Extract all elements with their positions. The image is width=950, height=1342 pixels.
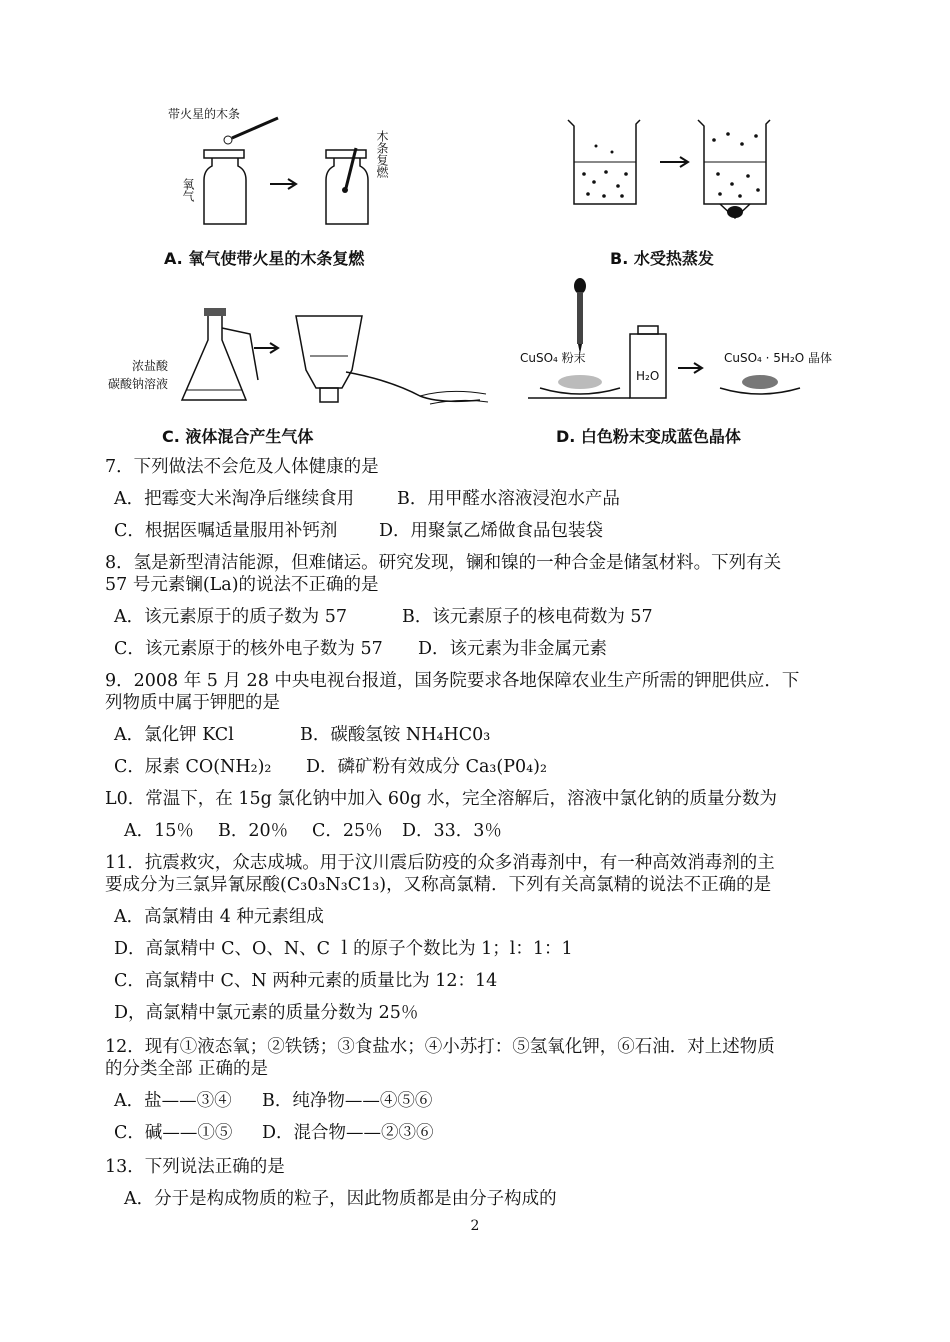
q10-option-a: A．15％ (124, 821, 194, 841)
figure-d (520, 276, 833, 450)
figure-a-label-gas: 氧气 (181, 178, 195, 202)
q10-stem: L0．常温下，在 15g 氯化钠中加入 60g 水，完全溶解后，溶液中氯化钠的质量分数为 (105, 789, 777, 809)
figure-a-caption: A. 氧气使带火星的木条复燃 (164, 249, 365, 268)
figure-c (100, 300, 500, 450)
figure-a (160, 100, 420, 270)
q9-stem-line1: 9．2008 年 5 月 28 中央电视台报道，国务院要求各地保障农业生产所需的钾肥供应．下 (105, 671, 800, 691)
figure-b-caption: B. 水受热蒸发 (610, 249, 714, 268)
q13-stem: 13．下列说法正确的是 (105, 1157, 285, 1177)
q7-stem: 7．下列做法不会危及人体健康的是 (105, 457, 379, 477)
q9-option-b: B．碳酸氢铵 NH₄HC0₃ (300, 725, 491, 745)
figure-d-label-water: H₂O (636, 369, 660, 383)
q11-option-a: A．高氯精由 4 种元素组成 (114, 907, 324, 927)
figure-d-drawing (520, 276, 820, 410)
q10-option-c: C．25％ (312, 821, 383, 841)
page-number: 2 (470, 1218, 480, 1234)
q7-option-d: D．用聚氯乙烯做食品包装袋 (379, 521, 604, 541)
q10-option-b: B．20％ (218, 821, 289, 841)
figure-a-label-relit: 木条复燃 (375, 130, 389, 178)
q10-option-d: D．33．3％ (402, 821, 502, 841)
q12-option-d: D．混合物——②③⑥ (262, 1123, 434, 1143)
q11-stem-line2: 要成分为三氯异氰尿酸(C₃0₃N₃C1₃)，又称高氯精．下列有关高氯精的说法不正确的是 (105, 875, 772, 895)
q8-stem-line1: 8．氢是新型清洁能源，但难储运。研究发现，镧和镍的一种合金是储氢材料。下列有关 (105, 553, 782, 573)
figure-d-label-powder: CuSO₄ 粉末 (520, 351, 586, 365)
figure-b-drawing (560, 100, 800, 230)
q9-option-a: A．氯化钾 KCl (114, 725, 234, 745)
q7-option-c: C．根据医嘱适量服用补钙剂 (114, 521, 338, 541)
figure-d-caption: D. 白色粉末变成蓝色晶体 (556, 427, 741, 446)
figure-c-caption: C. 液体混合产生气体 (162, 427, 314, 446)
q9-stem-line2: 列物质中属于钾肥的是 (105, 693, 280, 713)
figure-c-drawing (100, 300, 500, 410)
q11-stem-line1: 11．抗震救灾，众志成城。用于汶川震后防疫的众多消毒剂中，有一种高效消毒剂的主 (105, 853, 775, 873)
q13-option-a: A．分于是构成物质的粒子，因此物质都是由分子构成的 (124, 1189, 557, 1209)
q9-option-d: D．磷矿粉有效成分 Ca₃(P0₄)₂ (306, 757, 548, 777)
q11-option-b: D．高氯精中 C、O、N、C ｌ的原子个数比为 1；l：1：1 (114, 939, 573, 959)
q8-option-d: D．该元素为非金属元素 (418, 639, 608, 659)
q12-stem-line2: 的分类全部 正确的是 (105, 1059, 269, 1079)
q12-option-b: B．纯净物——④⑤⑥ (262, 1091, 433, 1111)
q8-stem-line2: 57 号元素镧(La)的说法不正确的是 (105, 575, 379, 595)
q12-option-a: A．盐——③④ (114, 1091, 232, 1111)
figure-d-label-crystal: CuSO₄ · 5H₂O 晶体 (724, 351, 833, 365)
q8-option-c: C．该元素原于的核外电子数为 57 (114, 639, 383, 659)
q12-option-c: C．碱——①⑤ (114, 1123, 233, 1143)
q7-option-b: B．用甲醛水溶液浸泡水产品 (397, 489, 620, 509)
q12-stem-line1: 12．现有①液态氧；②铁锈；③食盐水；④小苏打：⑤氢氧化钾，⑥石油．对上述物质 (105, 1037, 775, 1057)
figure-c-label-soda: 碳酸钠溶液 (108, 377, 169, 391)
q11-option-d: D，高氯精中氯元素的质量分数为 25％ (114, 1003, 419, 1023)
q11-option-c: C．高氯精中 C、N 两种元素的质量比为 12：14 (114, 971, 498, 991)
figure-b (560, 100, 800, 270)
q8-option-a: A．该元素原于的质子数为 57 (114, 607, 347, 627)
figure-c-label-acid: 浓盐酸 (132, 359, 169, 373)
q9-option-c: C．尿素 CO(NH₂)₂ (114, 757, 272, 777)
q7-option-a: A．把霉变大米淘净后继续食用 (114, 489, 355, 509)
q8-option-b: B．该元素原子的核电荷数为 57 (402, 607, 653, 627)
figure-a-label-stick: 带火星的木条 (168, 107, 241, 121)
